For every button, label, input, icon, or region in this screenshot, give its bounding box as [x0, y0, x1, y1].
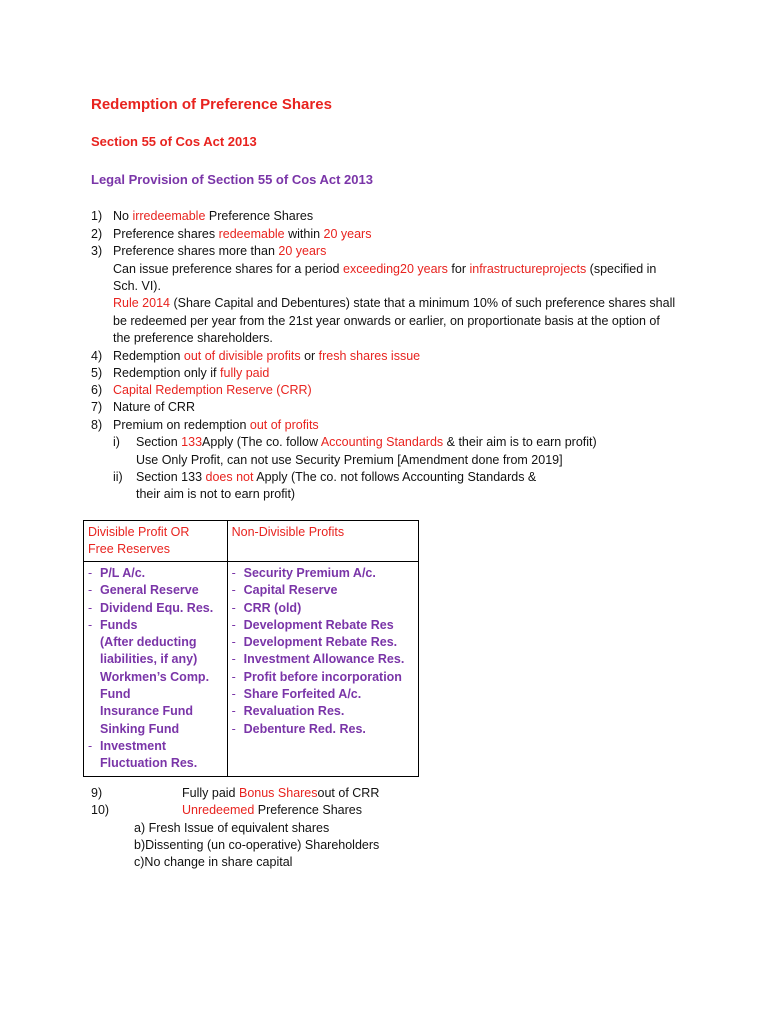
point-6: 6) Capital Redemption Reserve (CRR) — [91, 383, 312, 397]
point-8: 8) Premium on redemption out of profits — [91, 418, 319, 432]
list-item: - Development Rebate Res — [231, 617, 394, 632]
point-4: 4) Redemption out of divisible profits or fresh shares issue — [91, 349, 421, 363]
list-item: - Investment — [88, 738, 166, 753]
point-3-rule-cont-1: be redeemed per year from the 21st year onwards or earlier, on proportionate basis at the option of — [113, 314, 660, 328]
list-item: Fund — [100, 687, 131, 702]
list-item: - Revaluation Res. — [231, 704, 345, 719]
legal-provision-heading: Legal Provision of Section 55 of Cos Act 2013 — [91, 172, 373, 187]
list-item: - Share Forfeited A/c. — [231, 687, 362, 702]
point-9: 9) Fully paid Bonus Sharesout of CRR — [91, 786, 380, 800]
profits-table — [83, 520, 419, 777]
list-item: - Capital Reserve — [231, 583, 338, 598]
point-10-b: b)Dissenting (un co-operative) Shareholders — [134, 838, 380, 852]
table-header-divisible: Divisible Profit OR Free Reserves — [84, 521, 228, 562]
list-item: - Security Premium A/c. — [231, 566, 376, 580]
divisible-profits-cell — [84, 562, 228, 777]
point-7: 7) Nature of CRR — [91, 400, 195, 414]
point-3-detail-1: Can issue preference shares for a period exceeding20 years for infrastructureprojects (specified in — [113, 262, 657, 276]
point-10-c: c)No change in share capital — [134, 855, 293, 869]
point-5: 5) Redemption only if fully paid — [91, 366, 270, 380]
page-title: Redemption of Preference Shares — [91, 96, 332, 113]
list-item: - Profit before incorporation — [231, 669, 402, 684]
list-item: - Dividend Equ. Res. — [88, 600, 214, 615]
point-8-ii: ii) Section 133 does not Apply (The co. not follows Accounting Standards & — [113, 470, 537, 484]
table-row — [84, 562, 419, 777]
point-3-rule-cont-2: the preference shareholders. — [113, 331, 273, 345]
list-item: - CRR (old) — [231, 600, 302, 615]
point-8-i: i) Section 133Apply (The co. follow Accounting Standards & their aim is to earn profit) — [113, 435, 597, 449]
list-item: - General Reserve — [88, 583, 199, 598]
point-10-a: a) Fresh Issue of equivalent shares — [134, 821, 330, 835]
non-divisible-profits-cell — [227, 562, 418, 777]
list-item: - Funds — [88, 617, 138, 632]
list-item: Fluctuation Res. — [100, 756, 198, 771]
point-8-ii-cont: their aim is not to earn profit) — [136, 487, 296, 501]
point-1: 1) No irredeemable Preference Shares — [91, 209, 314, 223]
point-10: 10) Unredeemed Preference Shares — [91, 803, 362, 817]
list-item: Workmen’s Comp. — [100, 669, 210, 684]
list-item: liabilities, if any) — [100, 652, 198, 667]
list-item: - Investment Allowance Res. — [231, 652, 405, 667]
point-3-rule: Rule 2014 (Share Capital and Debentures) state that a minimum 10% of such preference shares shall — [113, 296, 676, 310]
list-item: (After deducting — [100, 635, 197, 650]
table-header-row — [84, 521, 419, 562]
list-item: - Debenture Red. Res. — [231, 721, 366, 736]
section-heading: Section 55 of Cos Act 2013 — [91, 134, 257, 149]
point-8-i-cont: Use Only Profit, can not use Security Premium [Amendment done from 2019] — [136, 453, 563, 467]
list-item: - P/L A/c. — [88, 566, 146, 580]
list-item: Insurance Fund — [100, 704, 194, 719]
point-3: 3) Preference shares more than 20 years — [91, 244, 327, 258]
list-item: - Development Rebate Res. — [231, 635, 398, 650]
list-item: Sinking Fund — [100, 721, 180, 736]
table-header-non-divisible: Non-Divisible Profits — [227, 521, 418, 562]
point-3-detail-2: Sch. VI). — [113, 279, 161, 293]
point-2: 2) Preference shares redeemable within 20 years — [91, 227, 372, 241]
